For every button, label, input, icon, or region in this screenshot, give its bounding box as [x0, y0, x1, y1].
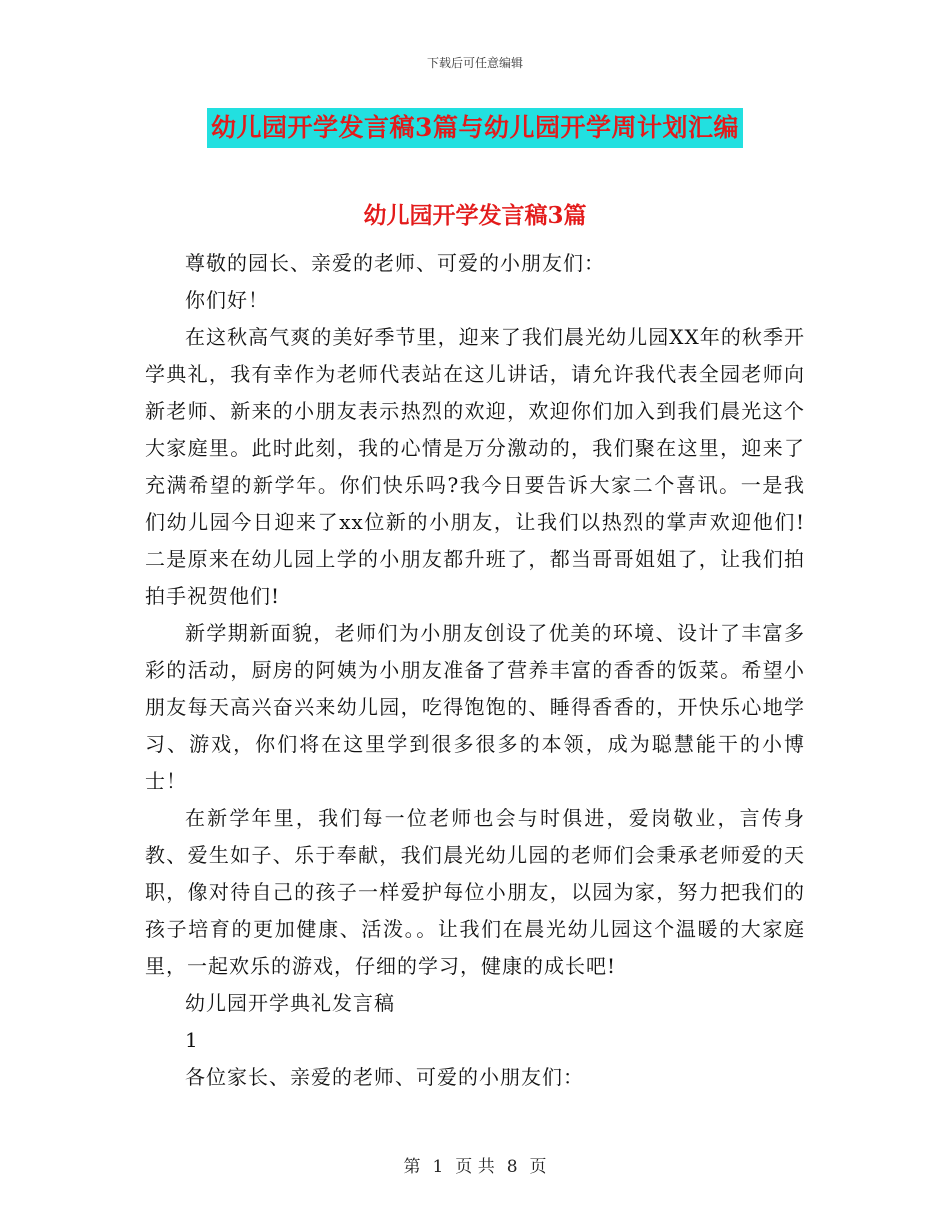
paragraph-greeting: 尊敬的园长、亲爱的老师、可爱的小朋友们： [185, 251, 605, 275]
subheading-speech: 幼儿园开学典礼发言稿 [185, 991, 395, 1015]
main-title: 幼儿园开学发言稿3篇与幼儿园开学周计划汇编 [207, 108, 743, 148]
footer-prefix: 第 [403, 1157, 421, 1177]
footer-suffix: 页 [529, 1157, 547, 1177]
paragraph-new-semester: 新学期新面貌，老师们为小朋友创设了优美的环境、设计了丰富多彩的活动，厨房的阿姨为小朋友准备了营养丰富的香香的饭菜。希望小朋友每天高兴奋兴来幼儿园，吃得饱饱的、睡得香香的，开快乐心地学习、游戏，你们将在这里学到很多很多的本领，成为聪慧能干的小博士！ [145, 621, 805, 793]
section-title: 幼儿园开学发言稿3篇 [363, 202, 587, 229]
main-title-container [0, 108, 950, 148]
paragraph-greeting-2: 各位家长、亲爱的老师、可爱的小朋友们： [185, 1065, 584, 1089]
page-footer [0, 1152, 950, 1177]
footer-page-number: 1 [432, 1157, 444, 1177]
footer-middle: 页 共 [455, 1157, 495, 1177]
subheading-number: 1 [185, 1028, 199, 1052]
paragraph-opening: 在这秋高气爽的美好季节里，迎来了我们晨光幼儿园XX年的秋季开学典礼，我有幸作为老师代表站在这儿讲话，请允许我代表全园老师向新老师、新来的小朋友表示热烈的欢迎，欢迎你们加入到我们晨光这个大家庭里。此时此刻，我的心情是万分激动的，我们聚在这里，迎来了充满希望的新学年。你们快乐吗?我今日要告诉大家二个喜讯。一是我们幼儿园今日迎来了xx位新的小朋友，让我们以热烈的掌声欢迎他们!二是原来在幼儿园上学的小朋友都升班了，都当哥哥姐姐了，让我们拍拍手祝贺他们! [145, 325, 805, 608]
header-note: 下载后可任意编辑 [426, 56, 523, 70]
paragraph-hello: 你们好！ [185, 288, 269, 312]
paragraph-teachers: 在新学年里，我们每一位老师也会与时俱进，爱岗敬业，言传身教、爱生如子、乐于奉献，我们晨光幼儿园的老师们会秉承老师爱的天职，像对待自己的孩子一样爱护每位小朋友，以园为家，努力把我们的孩子培育的更加健康、活泼。。让我们在晨光幼儿园这个温暖的大家庭里，一起欢乐的游戏，仔细的学习，健康的成长吧! [145, 806, 805, 978]
footer-total-pages: 8 [506, 1157, 518, 1177]
document-body [145, 245, 805, 1096]
